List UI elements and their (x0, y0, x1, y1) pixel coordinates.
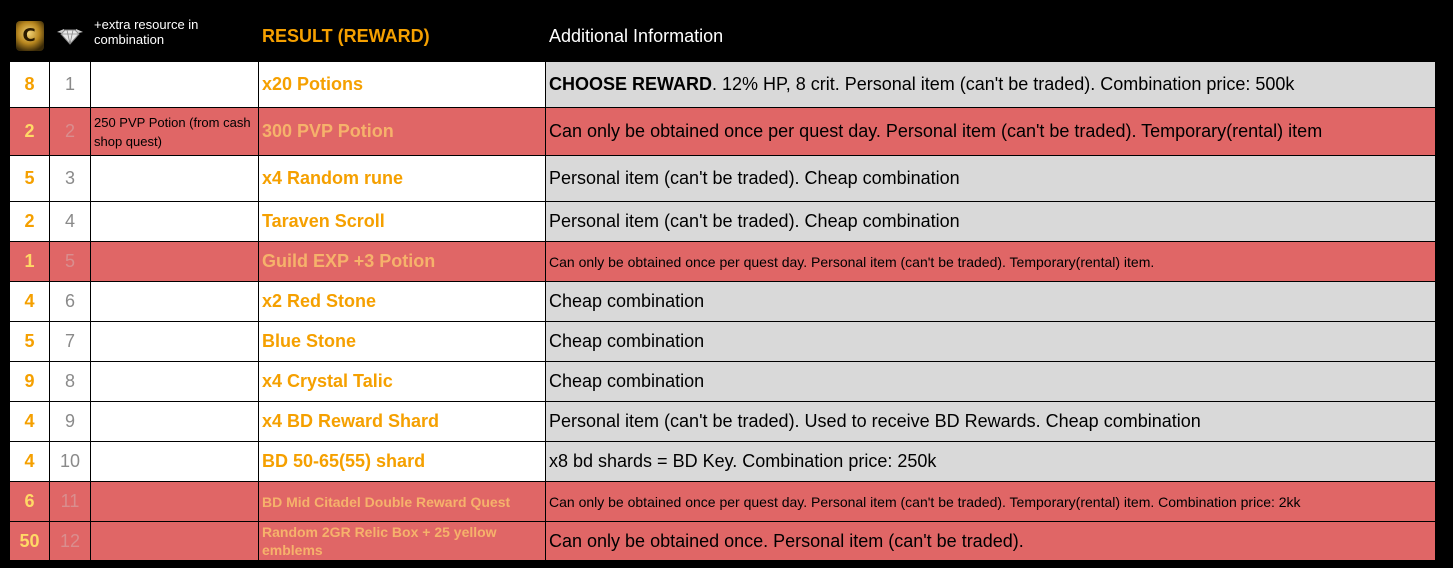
info-text: Can only be obtained once per quest day. Personal item (can't be traded). Temporary(rental) item (549, 121, 1323, 141)
reward-cell: x4 Crystal Talic (259, 362, 546, 402)
reward-cell: x20 Potions (259, 62, 546, 108)
table-row (10, 62, 1436, 108)
info-text: Personal item (can't be traded). Cheap combination (549, 211, 960, 231)
reward-cell: BD 50-65(55) shard (259, 442, 546, 482)
extra-resource-cell (91, 442, 259, 482)
cost-cell: 5 (10, 322, 50, 362)
info-text: Cheap combination (549, 291, 705, 311)
diamond-wings-icon (55, 25, 85, 47)
info-cell (546, 282, 1436, 322)
info-cell (546, 482, 1436, 522)
info-text: Personal item (can't be traded). Cheap combination (549, 168, 960, 188)
table-row (10, 242, 1436, 282)
info-cell (546, 402, 1436, 442)
extra-resource-cell (91, 362, 259, 402)
table-row (10, 156, 1436, 202)
reward-cell: BD Mid Citadel Double Reward Quest (259, 482, 546, 522)
table-row (10, 202, 1436, 242)
index-cell: 11 (50, 482, 91, 522)
index-column-header (50, 11, 91, 62)
info-cell (546, 522, 1436, 561)
extra-column-header: +extra resource in combination (91, 11, 259, 62)
info-cell (546, 322, 1436, 362)
reward-cell: Blue Stone (259, 322, 546, 362)
table-row (10, 108, 1436, 156)
cost-cell: 50 (10, 522, 50, 561)
info-text: . 12% HP, 8 crit. Personal item (can't be traded). Combination price: 500k (712, 74, 1295, 94)
index-cell: 1 (50, 62, 91, 108)
cost-cell: 6 (10, 482, 50, 522)
reward-cell: Taraven Scroll (259, 202, 546, 242)
info-cell (546, 442, 1436, 482)
info-text: Can only be obtained once per quest day. Personal item (can't be traded). Temporary(rental) item. Combination price: 2kk (549, 493, 1301, 510)
reward-cell: x2 Red Stone (259, 282, 546, 322)
reward-cell: Guild EXP +3 Potion (259, 242, 546, 282)
index-cell: 6 (50, 282, 91, 322)
extra-resource-cell (91, 202, 259, 242)
reward-table (9, 10, 1436, 561)
table-body (10, 62, 1436, 561)
extra-resource-cell (91, 156, 259, 202)
info-text: Cheap combination (549, 371, 705, 391)
cost-cell: 5 (10, 156, 50, 202)
info-cell (546, 202, 1436, 242)
info-bold-text: CHOOSE REWARD (549, 74, 713, 94)
extra-resource-cell (91, 482, 259, 522)
table-row (10, 402, 1436, 442)
cost-cell: 2 (10, 202, 50, 242)
gold-coin-icon (16, 21, 44, 51)
index-cell: 5 (50, 242, 91, 282)
extra-resource-cell (91, 242, 259, 282)
reward-table-sheet (9, 10, 1435, 556)
cost-cell: 4 (10, 442, 50, 482)
header-row (10, 11, 1436, 62)
info-text: Can only be obtained once per quest day. Personal item (can't be traded). Temporary(rental) item. (549, 253, 1155, 270)
index-cell: 10 (50, 442, 91, 482)
table-row (10, 282, 1436, 322)
info-cell (546, 242, 1436, 282)
cost-cell: 8 (10, 62, 50, 108)
info-text: Cheap combination (549, 331, 705, 351)
index-cell: 12 (50, 522, 91, 561)
reward-cell: x4 BD Reward Shard (259, 402, 546, 442)
cost-cell: 2 (10, 108, 50, 156)
table-row (10, 442, 1436, 482)
info-column-header: Additional Information (546, 11, 1436, 62)
info-text: Can only be obtained once. Personal item (can't be traded). (549, 530, 1024, 551)
info-text: Personal item (can't be traded). Used to receive BD Rewards. Cheap combination (549, 411, 1201, 431)
extra-resource-cell (91, 522, 259, 561)
info-cell (546, 156, 1436, 202)
extra-resource-cell (91, 62, 259, 108)
cost-cell: 1 (10, 242, 50, 282)
table-row (10, 362, 1436, 402)
cost-cell: 4 (10, 282, 50, 322)
extra-resource-cell: 250 PVP Potion (from cash shop quest) (91, 108, 259, 156)
index-cell: 4 (50, 202, 91, 242)
extra-resource-cell (91, 402, 259, 442)
cost-column-header (10, 11, 50, 62)
info-cell (546, 108, 1436, 156)
cost-cell: 4 (10, 402, 50, 442)
info-cell (546, 362, 1436, 402)
reward-cell: x4 Random rune (259, 156, 546, 202)
index-cell: 7 (50, 322, 91, 362)
index-cell: 3 (50, 156, 91, 202)
index-cell: 2 (50, 108, 91, 156)
result-column-header: RESULT (REWARD) (259, 11, 546, 62)
index-cell: 9 (50, 402, 91, 442)
extra-resource-cell (91, 322, 259, 362)
table-row (10, 522, 1436, 561)
reward-cell: 300 PVP Potion (259, 108, 546, 156)
info-text: x8 bd shards = BD Key. Combination price: 250k (549, 451, 937, 471)
reward-cell: Random 2GR Relic Box + 25 yellow emblems (259, 522, 546, 561)
table-row (10, 322, 1436, 362)
extra-resource-cell (91, 282, 259, 322)
table-row (10, 482, 1436, 522)
cost-cell: 9 (10, 362, 50, 402)
info-cell (546, 62, 1436, 108)
index-cell: 8 (50, 362, 91, 402)
